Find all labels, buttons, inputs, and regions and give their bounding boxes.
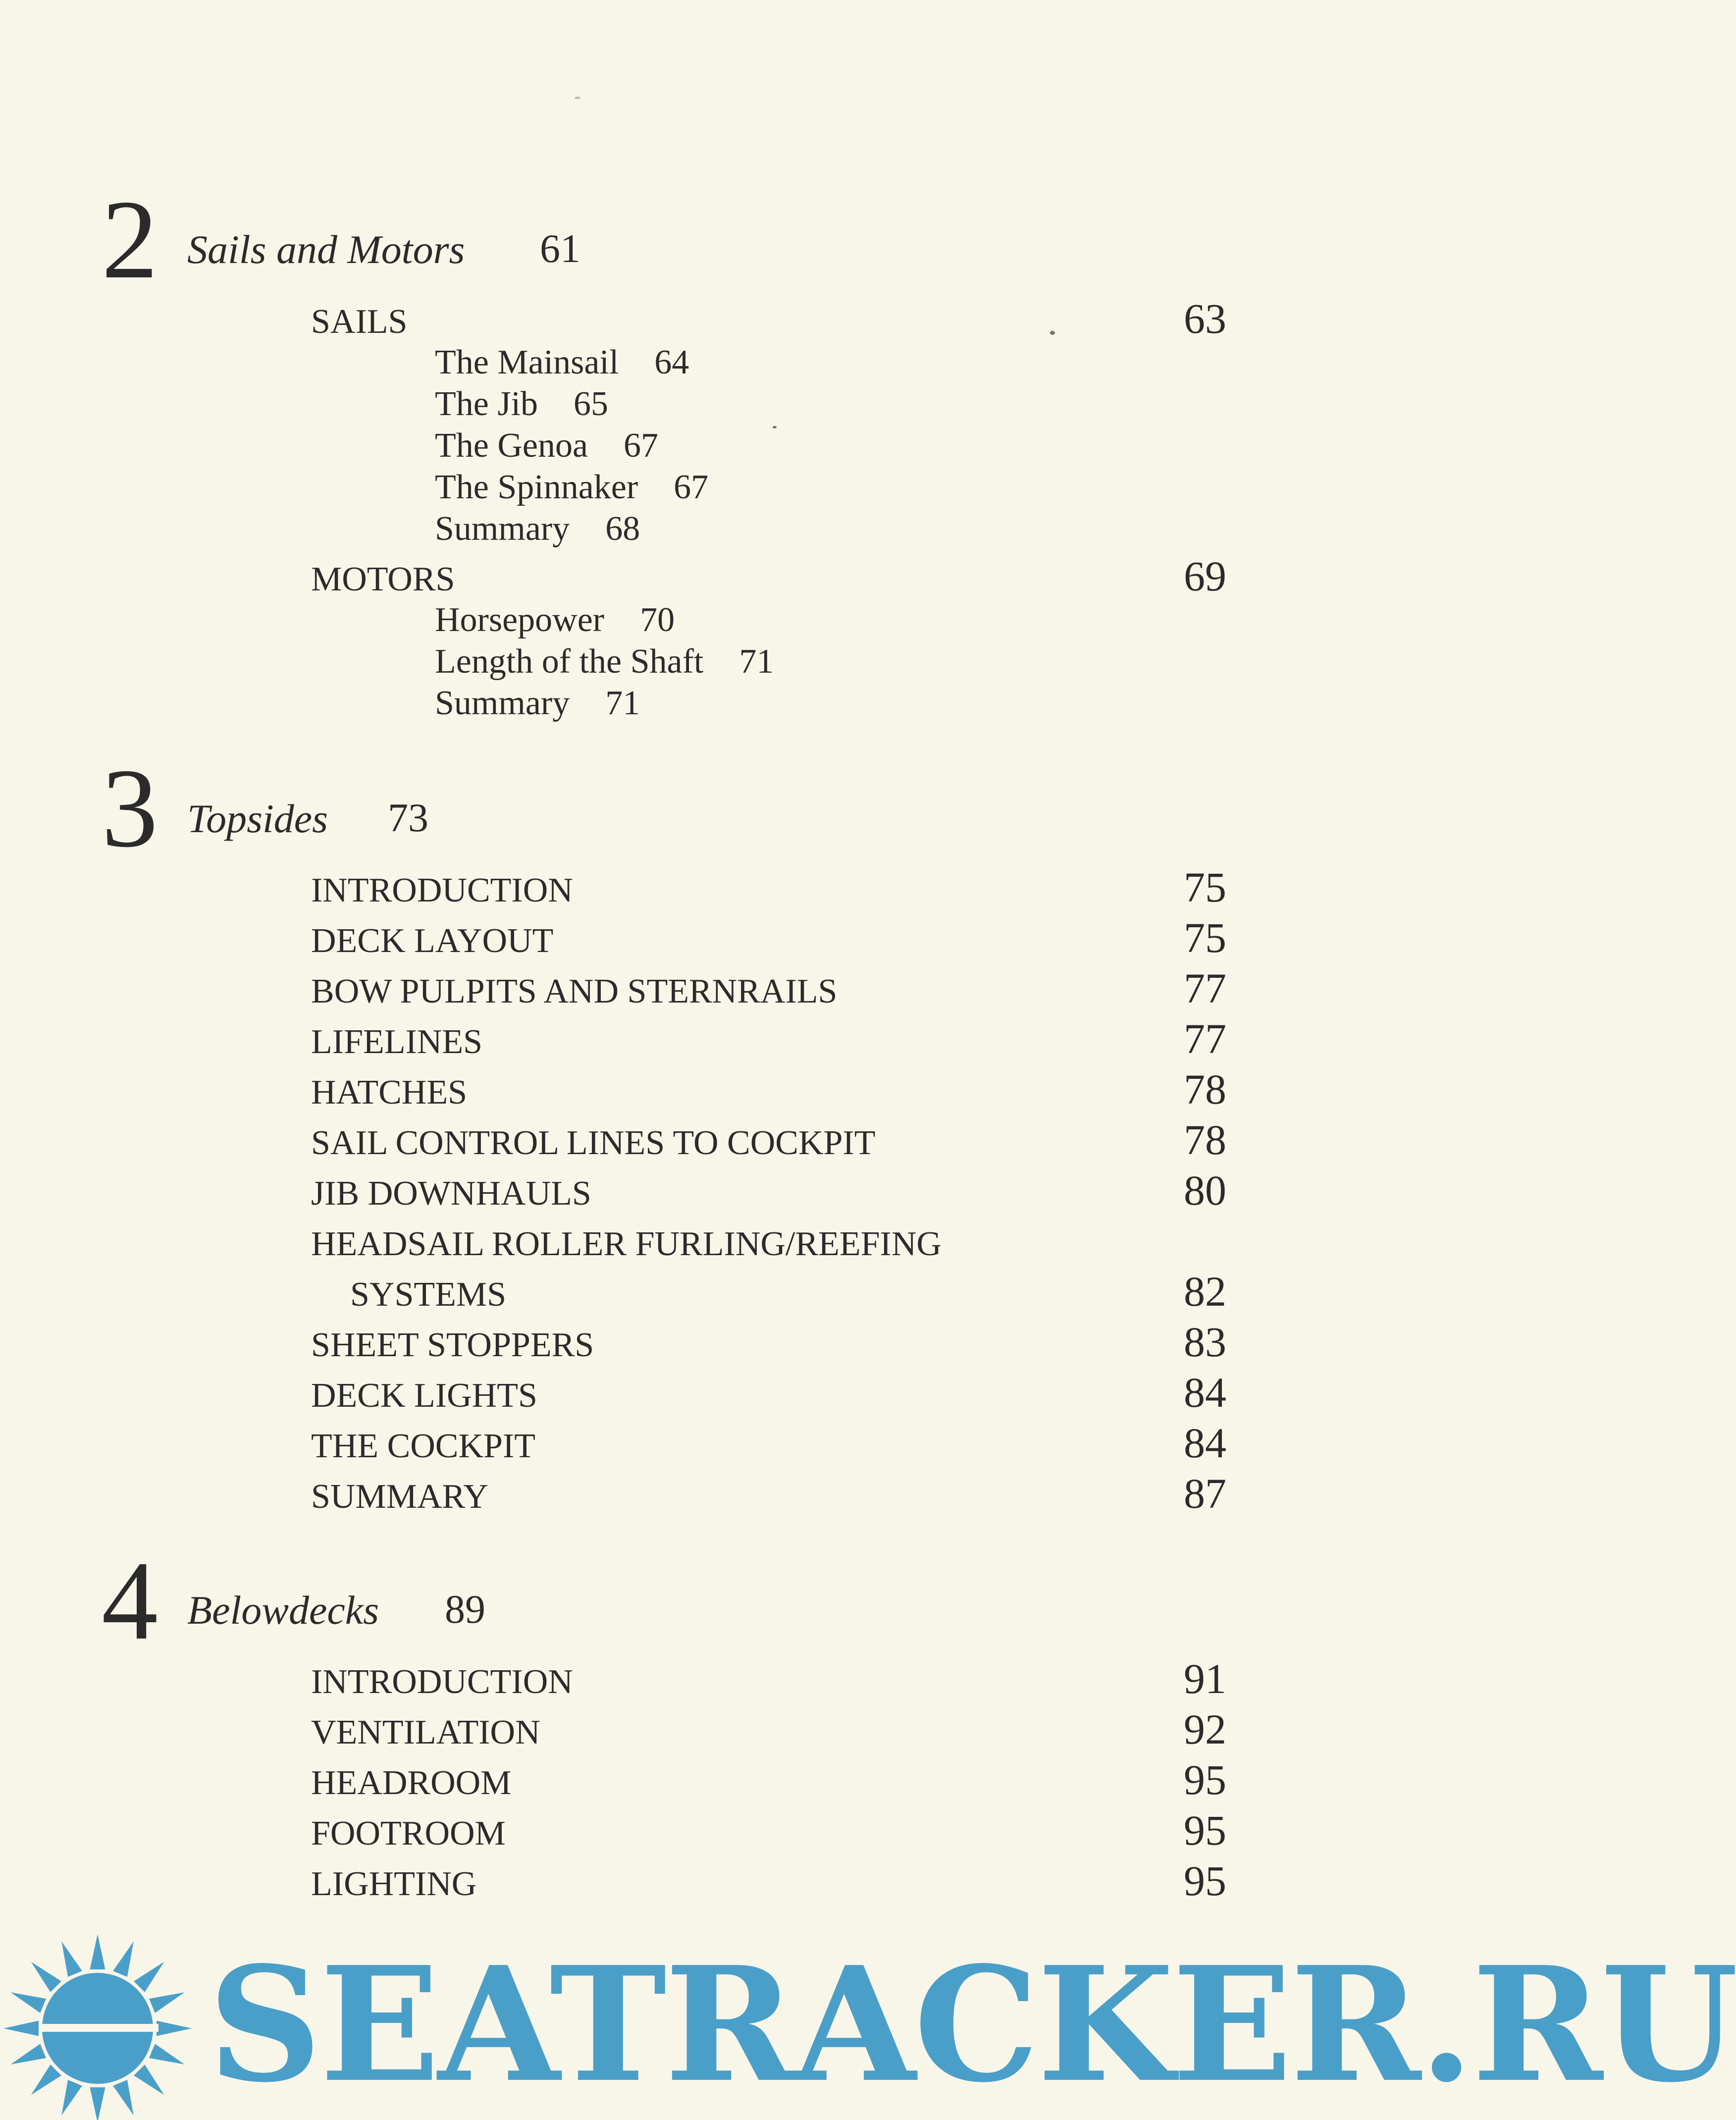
toc-section: SAILS: [311, 303, 408, 341]
toc-subsection: [435, 603, 675, 637]
sun-ray: [149, 1992, 185, 2013]
sun-ray: [134, 1962, 164, 1992]
sun-ray: [113, 1941, 134, 1977]
toc-section: SHEET STOPPERS: [311, 1326, 594, 1364]
sun-ray: [10, 2044, 46, 2065]
toc-section-page: 82: [1184, 1268, 1226, 1315]
toc-subsection-label: Summary: [435, 510, 570, 548]
toc-section: DECK LAYOUT: [311, 922, 554, 960]
toc-subsection-label: The Jib: [435, 385, 538, 423]
toc-section: SUMMARY: [311, 1478, 488, 1516]
toc-section-page: 77: [1184, 964, 1226, 1012]
sun-ray: [134, 2065, 164, 2095]
toc-section: HATCHES: [311, 1073, 468, 1112]
toc-subsection-page: 71: [605, 684, 640, 722]
sun-ray: [113, 2080, 134, 2116]
toc-section: HEADROOM: [311, 1764, 512, 1802]
scan-speck: [1050, 331, 1055, 335]
sun-ray: [61, 2080, 82, 2116]
toc-section: THE COCKPIT: [311, 1427, 536, 1465]
toc-section-page: 63: [1184, 295, 1226, 342]
sun-ray: [90, 1934, 105, 1969]
toc-section-page: 84: [1184, 1369, 1226, 1416]
toc-section-continued: SYSTEMS: [350, 1275, 507, 1314]
toc-subsection-label: The Spinnaker: [435, 468, 638, 506]
sun-ray: [10, 1992, 46, 2013]
toc-section-page: 78: [1184, 1065, 1226, 1113]
toc-subsection-page: 70: [640, 601, 675, 639]
chapter-number: 2: [102, 177, 158, 302]
toc-section-page: 83: [1184, 1318, 1226, 1366]
chapter-title: Sails and Motors: [187, 227, 465, 272]
chapter-page: 89: [445, 1587, 485, 1632]
sun-ray: [3, 2020, 39, 2036]
toc-section: LIGHTING: [311, 1865, 477, 1903]
toc-subsection: [435, 644, 774, 679]
toc-section: SAIL CONTROL LINES TO COCKPIT: [311, 1124, 876, 1162]
toc-section: HEADSAIL ROLLER FURLING/REEFING: [311, 1225, 942, 1263]
toc-section-page: 75: [1184, 914, 1226, 961]
chapter-page: 73: [388, 795, 428, 840]
toc-subsection-label: The Genoa: [435, 426, 588, 465]
toc-section-page: 95: [1184, 1756, 1226, 1803]
toc-subsection-label: Summary: [435, 684, 570, 722]
toc-subsection-page: 64: [654, 343, 689, 381]
toc-section-page: 78: [1184, 1116, 1226, 1164]
sun-ray: [61, 1941, 82, 1977]
sun-ray: [157, 2020, 192, 2036]
toc-section-page: 91: [1184, 1655, 1226, 1702]
scan-speck: [773, 426, 777, 428]
toc-section-page: 92: [1184, 1705, 1226, 1753]
toc-section: VENTILATION: [311, 1713, 540, 1751]
chapter-title: Belowdecks: [187, 1588, 379, 1633]
toc-section-page: 80: [1184, 1166, 1226, 1214]
toc-subsection-page: 65: [574, 385, 609, 423]
toc-section-page: 77: [1184, 1015, 1226, 1062]
toc-subsection: [435, 512, 640, 546]
toc-subsection-label: Horsepower: [435, 601, 605, 639]
chapter-number: 3: [102, 746, 158, 871]
toc-section-page: 69: [1184, 552, 1226, 600]
sun-ray: [31, 2065, 61, 2095]
chapter-number: 4: [102, 1538, 158, 1663]
toc-subsection-label: The Mainsail: [435, 343, 619, 381]
toc-section: BOW PULPITS AND STERNRAILS: [311, 972, 838, 1010]
toc-section: INTRODUCTION: [311, 871, 573, 909]
toc-section-page: 87: [1184, 1470, 1226, 1517]
scan-speck: [575, 97, 580, 99]
toc-subsection: [435, 428, 658, 463]
toc-section: DECK LIGHTS: [311, 1377, 537, 1415]
toc-section: LIFELINES: [311, 1023, 483, 1061]
toc-section-page: 75: [1184, 863, 1226, 911]
chapter-title: Topsides: [187, 796, 328, 841]
toc-section-page: 84: [1184, 1419, 1226, 1467]
toc-subsection-page: 67: [674, 468, 709, 506]
sun-ray: [149, 2044, 185, 2065]
toc-subsection-page: 68: [605, 510, 640, 548]
toc-section: INTRODUCTION: [311, 1663, 573, 1701]
toc-subsection: [435, 686, 640, 721]
toc-section-page: 95: [1184, 1806, 1226, 1854]
toc-subsection-page: 67: [624, 426, 659, 465]
toc-section: FOOTROOM: [311, 1814, 506, 1853]
toc-subsection: [435, 470, 708, 505]
chapter-page: 61: [540, 226, 580, 271]
toc-subsection: [435, 345, 689, 380]
sun-ray: [90, 2087, 105, 2120]
sun-ray: [31, 1962, 61, 1992]
toc-section-page: 95: [1184, 1857, 1226, 1905]
toc-subsection-page: 71: [739, 642, 774, 681]
toc-section: JIB DOWNHAULS: [311, 1174, 591, 1213]
toc-subsection-label: Length of the Shaft: [435, 642, 704, 681]
sun-icon: [0, 1927, 196, 2120]
watermark-text: SEATRACKER.RU: [208, 1932, 1736, 2117]
toc-section: MOTORS: [311, 560, 455, 598]
toc-subsection: [435, 387, 608, 422]
